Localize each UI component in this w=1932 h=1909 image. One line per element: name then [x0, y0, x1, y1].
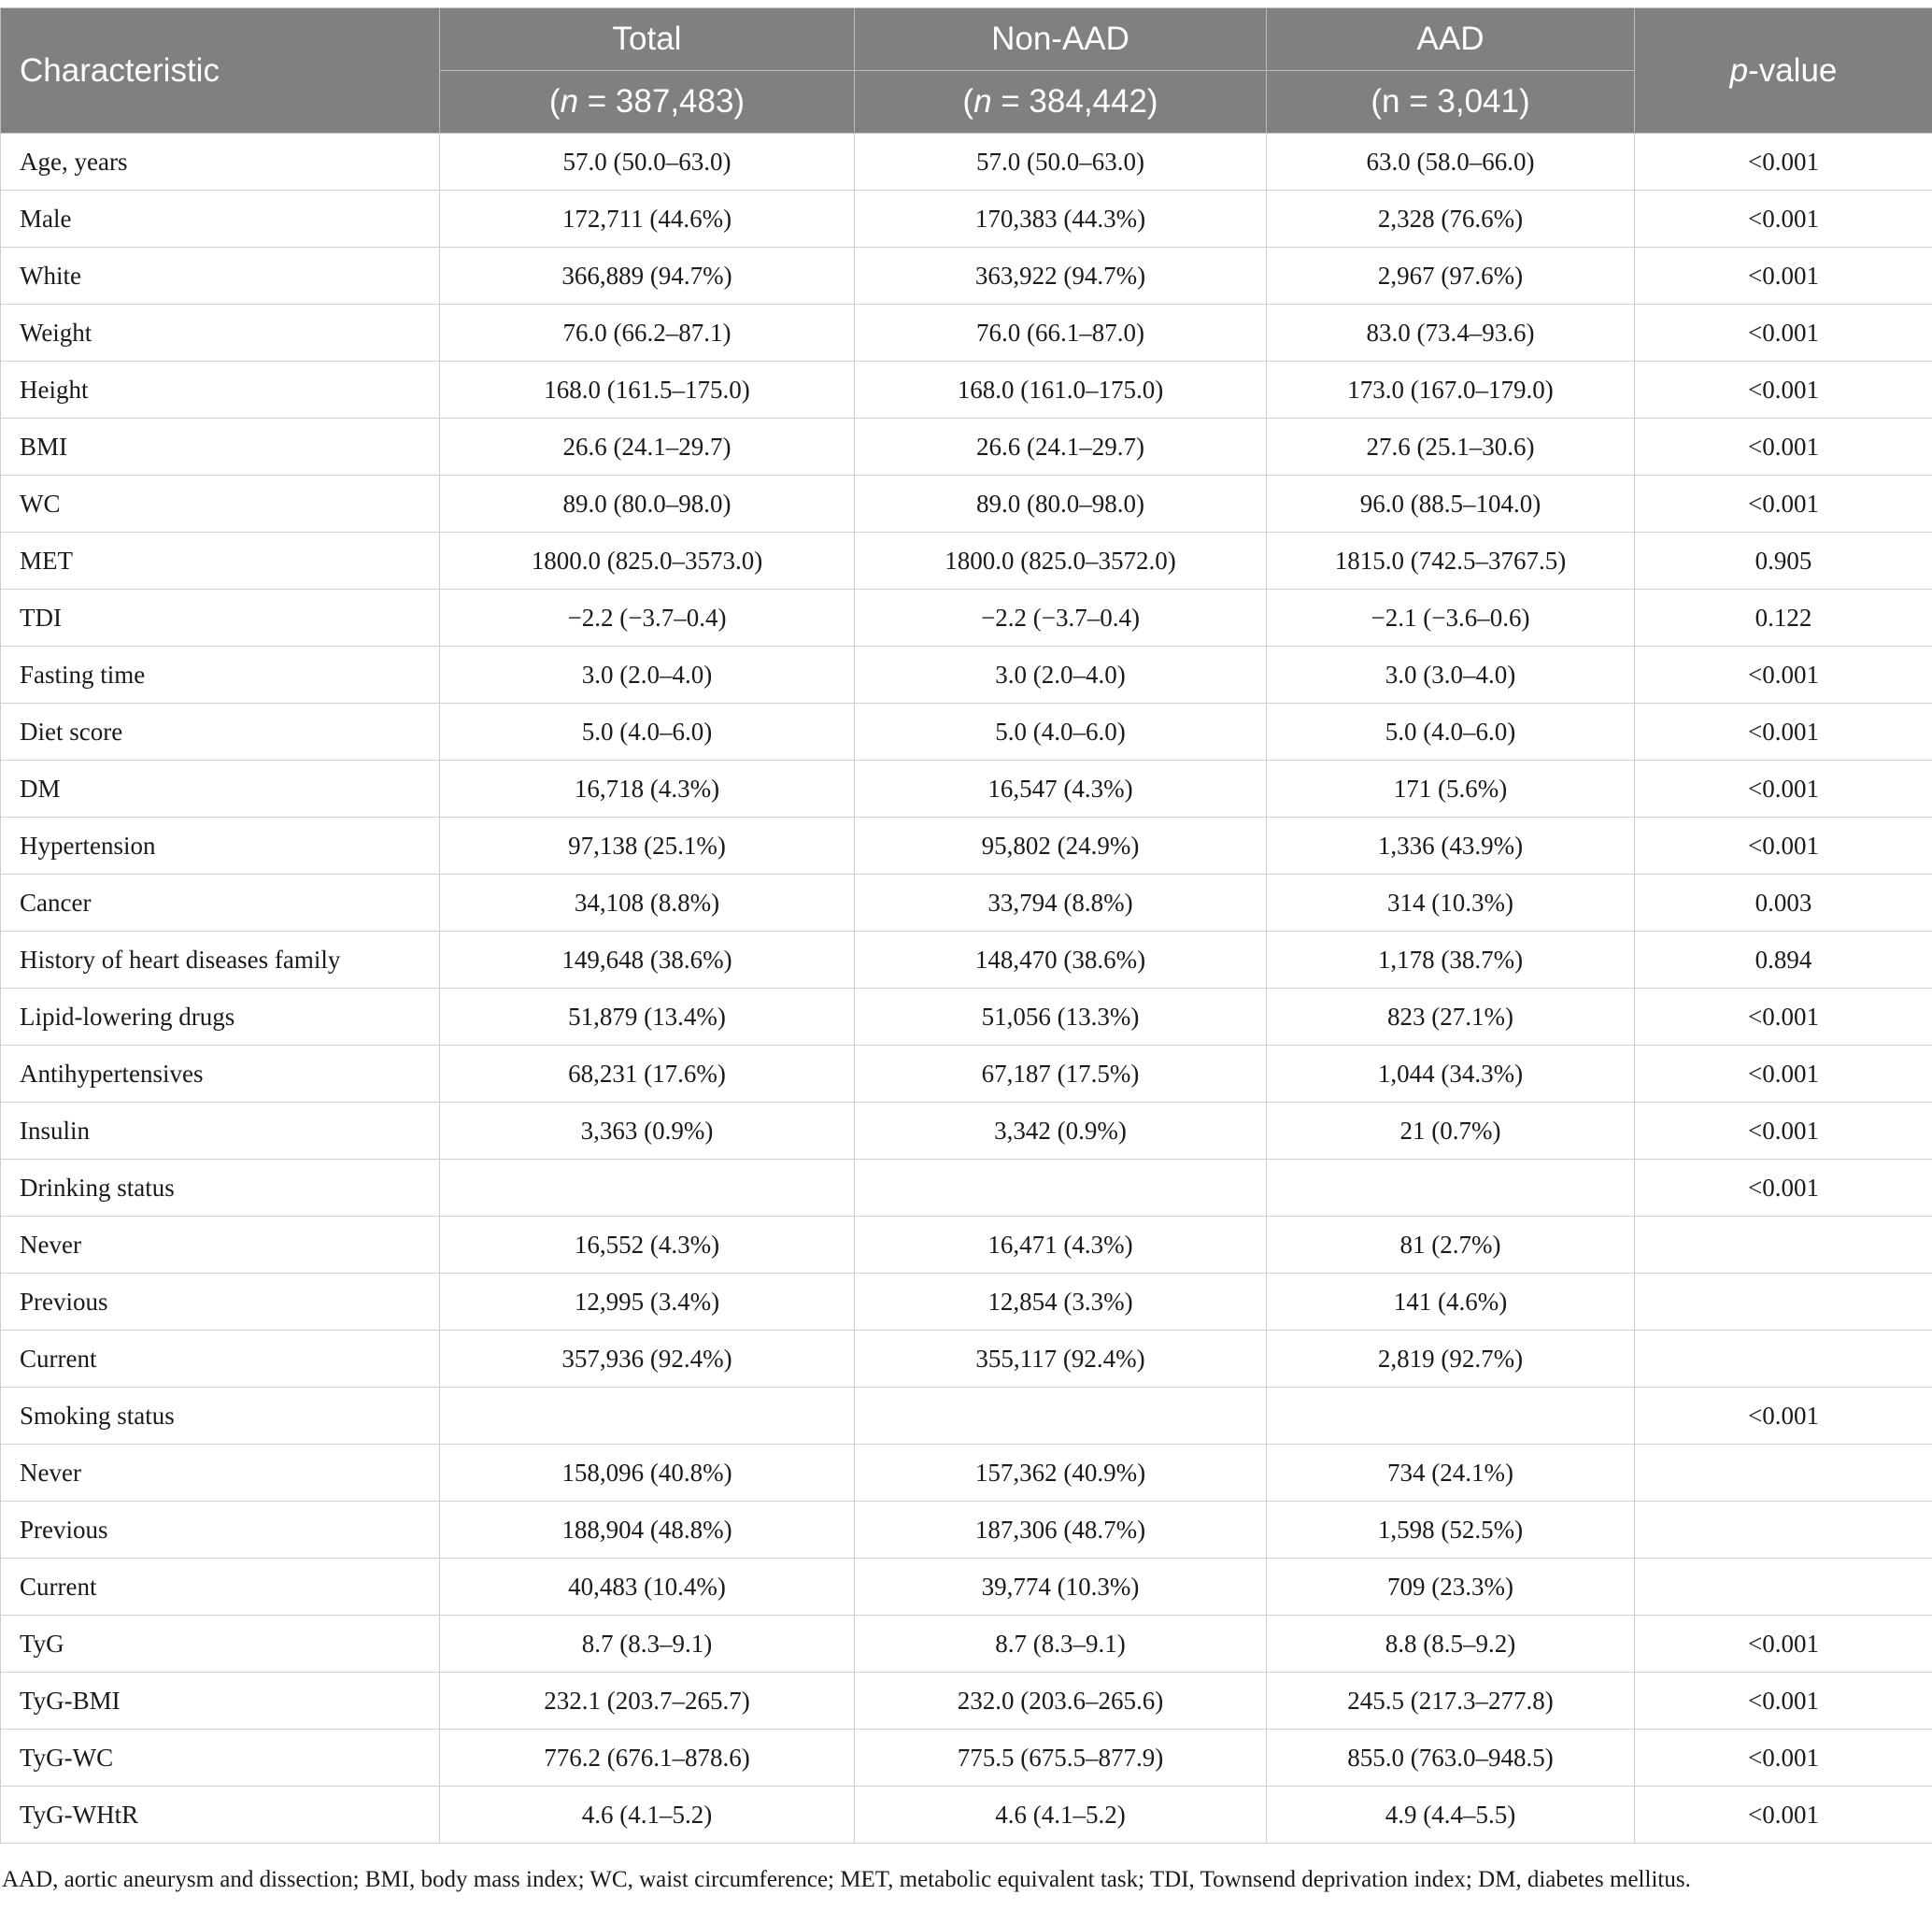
row-label: WC	[1, 476, 440, 533]
cell-non-aad: 39,774 (10.3%)	[855, 1559, 1267, 1616]
cell-p-value: <0.001	[1635, 761, 1932, 818]
cell-aad: 1815.0 (742.5–3767.5)	[1267, 533, 1635, 590]
row-label: Male	[1, 191, 440, 248]
header-non-aad-n-var: n	[973, 83, 992, 120]
cell-non-aad: 363,922 (94.7%)	[855, 248, 1267, 305]
cell-aad: 5.0 (4.0–6.0)	[1267, 704, 1635, 761]
row-label: White	[1, 248, 440, 305]
cell-aad	[1267, 1388, 1635, 1445]
row-label: Diet score	[1, 704, 440, 761]
cell-total: 12,995 (3.4%)	[440, 1274, 855, 1331]
cell-p-value: <0.001	[1635, 989, 1932, 1046]
cell-aad: 1,598 (52.5%)	[1267, 1502, 1635, 1559]
table-row	[1, 476, 1932, 533]
cell-non-aad: 89.0 (80.0–98.0)	[855, 476, 1267, 533]
cell-aad: 734 (24.1%)	[1267, 1445, 1635, 1502]
header-total-n-var: n	[560, 83, 579, 120]
row-label: Never	[1, 1217, 440, 1274]
cell-non-aad	[855, 1388, 1267, 1445]
cell-aad: 245.5 (217.3–277.8)	[1267, 1673, 1635, 1730]
table-row	[1, 191, 1932, 248]
cell-non-aad: 232.0 (203.6–265.6)	[855, 1673, 1267, 1730]
header-non-aad-n-open: (	[962, 83, 974, 120]
cell-non-aad: 16,471 (4.3%)	[855, 1217, 1267, 1274]
cell-p-value: <0.001	[1635, 134, 1932, 191]
table-row	[1, 989, 1932, 1046]
table-row	[1, 1388, 1932, 1445]
row-label: History of heart diseases family	[1, 932, 440, 989]
cell-non-aad: 76.0 (66.1–87.0)	[855, 305, 1267, 362]
header-aad-n-open: (	[1371, 83, 1383, 120]
header-total-n-open: (	[548, 83, 561, 120]
row-label: Age, years	[1, 134, 440, 191]
cell-p-value	[1635, 1559, 1932, 1616]
cell-total: 232.1 (203.7–265.7)	[440, 1673, 855, 1730]
cell-aad: 83.0 (73.4–93.6)	[1267, 305, 1635, 362]
row-label: Insulin	[1, 1103, 440, 1160]
row-label: TyG	[1, 1616, 440, 1673]
cell-aad: 8.8 (8.5–9.2)	[1267, 1616, 1635, 1673]
table-header	[1, 8, 1932, 134]
cell-p-value: 0.122	[1635, 590, 1932, 647]
cell-non-aad: 16,547 (4.3%)	[855, 761, 1267, 818]
cell-non-aad: 51,056 (13.3%)	[855, 989, 1267, 1046]
cell-total: 97,138 (25.1%)	[440, 818, 855, 875]
cell-aad: 141 (4.6%)	[1267, 1274, 1635, 1331]
cell-p-value: <0.001	[1635, 1730, 1932, 1787]
table-row	[1, 704, 1932, 761]
cell-total	[440, 1160, 855, 1217]
cell-aad	[1267, 1160, 1635, 1217]
table-row	[1, 248, 1932, 305]
table-row	[1, 1160, 1932, 1217]
cell-p-value	[1635, 1445, 1932, 1502]
cell-p-value	[1635, 1274, 1932, 1331]
cell-total: 16,552 (4.3%)	[440, 1217, 855, 1274]
cell-total: 26.6 (24.1–29.7)	[440, 419, 855, 476]
cell-non-aad: 33,794 (8.8%)	[855, 875, 1267, 932]
cell-p-value: <0.001	[1635, 362, 1932, 419]
cell-non-aad: 1800.0 (825.0–3572.0)	[855, 533, 1267, 590]
cell-p-value: <0.001	[1635, 1616, 1932, 1673]
table-row	[1, 818, 1932, 875]
cell-aad: 2,328 (76.6%)	[1267, 191, 1635, 248]
cell-total: 51,879 (13.4%)	[440, 989, 855, 1046]
row-label: Height	[1, 362, 440, 419]
row-label: DM	[1, 761, 440, 818]
cell-total: 1800.0 (825.0–3573.0)	[440, 533, 855, 590]
cell-non-aad: 168.0 (161.0–175.0)	[855, 362, 1267, 419]
cell-aad: 1,044 (34.3%)	[1267, 1046, 1635, 1103]
cell-non-aad: 12,854 (3.3%)	[855, 1274, 1267, 1331]
row-label: Previous	[1, 1274, 440, 1331]
cell-total: 68,231 (17.6%)	[440, 1046, 855, 1103]
cell-p-value	[1635, 1331, 1932, 1388]
cell-aad: 171 (5.6%)	[1267, 761, 1635, 818]
cell-aad: 709 (23.3%)	[1267, 1559, 1635, 1616]
cell-non-aad: 170,383 (44.3%)	[855, 191, 1267, 248]
header-characteristic: Characteristic	[1, 8, 440, 134]
cell-p-value: 0.894	[1635, 932, 1932, 989]
cell-aad: 1,336 (43.9%)	[1267, 818, 1635, 875]
row-label: Current	[1, 1559, 440, 1616]
cell-total: 188,904 (48.8%)	[440, 1502, 855, 1559]
cell-non-aad: 5.0 (4.0–6.0)	[855, 704, 1267, 761]
header-total-n	[440, 71, 855, 134]
row-label: Hypertension	[1, 818, 440, 875]
cell-aad: 1,178 (38.7%)	[1267, 932, 1635, 989]
cell-aad: 4.9 (4.4–5.5)	[1267, 1787, 1635, 1844]
table-row	[1, 1616, 1932, 1673]
table-row	[1, 761, 1932, 818]
cell-aad: 3.0 (3.0–4.0)	[1267, 647, 1635, 704]
cell-p-value: <0.001	[1635, 191, 1932, 248]
row-label: Lipid-lowering drugs	[1, 989, 440, 1046]
table-row	[1, 533, 1932, 590]
header-non-aad: Non-AAD	[855, 8, 1267, 71]
cell-aad: 63.0 (58.0–66.0)	[1267, 134, 1635, 191]
cell-total: 357,936 (92.4%)	[440, 1331, 855, 1388]
cell-non-aad: 3.0 (2.0–4.0)	[855, 647, 1267, 704]
table-row	[1, 1046, 1932, 1103]
row-label: BMI	[1, 419, 440, 476]
cell-p-value: <0.001	[1635, 248, 1932, 305]
cell-aad: 855.0 (763.0–948.5)	[1267, 1730, 1635, 1787]
cell-total: 4.6 (4.1–5.2)	[440, 1787, 855, 1844]
cell-p-value: 0.905	[1635, 533, 1932, 590]
cell-total: 89.0 (80.0–98.0)	[440, 476, 855, 533]
cell-total: 168.0 (161.5–175.0)	[440, 362, 855, 419]
row-label: Previous	[1, 1502, 440, 1559]
cell-aad: 823 (27.1%)	[1267, 989, 1635, 1046]
header-aad: AAD	[1267, 8, 1635, 71]
cell-p-value: <0.001	[1635, 704, 1932, 761]
cell-p-value: <0.001	[1635, 1160, 1932, 1217]
table-footnote: AAD, aortic aneurysm and dissection; BMI, body mass index; WC, waist circumference; MET, metabolic equivalent task; TDI, Townsend deprivation index; DM, diabetes mellitus.	[2, 1867, 1691, 1892]
table-row	[1, 647, 1932, 704]
cell-non-aad: 157,362 (40.9%)	[855, 1445, 1267, 1502]
header-non-aad-n	[855, 71, 1267, 134]
table-row	[1, 1274, 1932, 1331]
row-label: Current	[1, 1331, 440, 1388]
table-row	[1, 305, 1932, 362]
table-wrapper	[0, 7, 1932, 1844]
cell-total: 3.0 (2.0–4.0)	[440, 647, 855, 704]
header-aad-n-rest: n = 3,041)	[1382, 83, 1530, 120]
cell-total: 149,648 (38.6%)	[440, 932, 855, 989]
cell-non-aad: 4.6 (4.1–5.2)	[855, 1787, 1267, 1844]
cell-non-aad: 775.5 (675.5–877.9)	[855, 1730, 1267, 1787]
table-row	[1, 1559, 1932, 1616]
cell-p-value: <0.001	[1635, 1046, 1932, 1103]
cell-p-value: <0.001	[1635, 818, 1932, 875]
cell-total: 76.0 (66.2–87.1)	[440, 305, 855, 362]
row-label: TyG-WC	[1, 1730, 440, 1787]
cell-aad: 2,819 (92.7%)	[1267, 1331, 1635, 1388]
row-label: TyG-BMI	[1, 1673, 440, 1730]
cell-total: 5.0 (4.0–6.0)	[440, 704, 855, 761]
cell-non-aad	[855, 1160, 1267, 1217]
table-row	[1, 1787, 1932, 1844]
row-label: Weight	[1, 305, 440, 362]
cell-aad: −2.1 (−3.6–0.6)	[1267, 590, 1635, 647]
cell-non-aad: 26.6 (24.1–29.7)	[855, 419, 1267, 476]
row-label: Drinking status	[1, 1160, 440, 1217]
cell-p-value: <0.001	[1635, 419, 1932, 476]
cell-total: 3,363 (0.9%)	[440, 1103, 855, 1160]
header-row-1	[1, 8, 1932, 71]
header-total: Total	[440, 8, 855, 71]
row-label: Smoking status	[1, 1388, 440, 1445]
table-row	[1, 1502, 1932, 1559]
cell-total: 57.0 (50.0–63.0)	[440, 134, 855, 191]
table-row	[1, 1331, 1932, 1388]
table-row	[1, 1103, 1932, 1160]
cell-total: 8.7 (8.3–9.1)	[440, 1616, 855, 1673]
header-non-aad-n-rest: = 384,442)	[991, 83, 1158, 120]
cell-non-aad: 8.7 (8.3–9.1)	[855, 1616, 1267, 1673]
cell-non-aad: 3,342 (0.9%)	[855, 1103, 1267, 1160]
table-row	[1, 590, 1932, 647]
cell-non-aad: 355,117 (92.4%)	[855, 1331, 1267, 1388]
cell-total: 366,889 (94.7%)	[440, 248, 855, 305]
cell-p-value: <0.001	[1635, 1103, 1932, 1160]
cell-p-value	[1635, 1217, 1932, 1274]
cell-total: 16,718 (4.3%)	[440, 761, 855, 818]
header-p-suffix: -value	[1748, 51, 1838, 89]
cell-aad: 81 (2.7%)	[1267, 1217, 1635, 1274]
cell-p-value: <0.001	[1635, 1787, 1932, 1844]
cell-non-aad: 148,470 (38.6%)	[855, 932, 1267, 989]
cell-aad: 314 (10.3%)	[1267, 875, 1635, 932]
table-row	[1, 419, 1932, 476]
table-row	[1, 1217, 1932, 1274]
cell-p-value	[1635, 1502, 1932, 1559]
cell-p-value: <0.001	[1635, 305, 1932, 362]
cell-non-aad: 57.0 (50.0–63.0)	[855, 134, 1267, 191]
cell-p-value: <0.001	[1635, 1673, 1932, 1730]
table-body	[1, 134, 1932, 1844]
cell-aad: 2,967 (97.6%)	[1267, 248, 1635, 305]
characteristics-table	[0, 7, 1932, 1844]
table-row	[1, 362, 1932, 419]
row-label: TDI	[1, 590, 440, 647]
cell-non-aad: −2.2 (−3.7–0.4)	[855, 590, 1267, 647]
cell-p-value: <0.001	[1635, 647, 1932, 704]
header-p-italic: p	[1729, 51, 1749, 89]
cell-non-aad: 187,306 (48.7%)	[855, 1502, 1267, 1559]
cell-total: 34,108 (8.8%)	[440, 875, 855, 932]
cell-total: 776.2 (676.1–878.6)	[440, 1730, 855, 1787]
cell-p-value: 0.003	[1635, 875, 1932, 932]
cell-aad: 173.0 (167.0–179.0)	[1267, 362, 1635, 419]
row-label: TyG-WHtR	[1, 1787, 440, 1844]
row-label: Fasting time	[1, 647, 440, 704]
cell-p-value: <0.001	[1635, 1388, 1932, 1445]
row-label: MET	[1, 533, 440, 590]
cell-non-aad: 95,802 (24.9%)	[855, 818, 1267, 875]
table-row	[1, 134, 1932, 191]
table-row	[1, 932, 1932, 989]
cell-aad: 27.6 (25.1–30.6)	[1267, 419, 1635, 476]
cell-total	[440, 1388, 855, 1445]
row-label: Cancer	[1, 875, 440, 932]
cell-aad: 21 (0.7%)	[1267, 1103, 1635, 1160]
header-p-value	[1635, 8, 1932, 134]
header-total-n-rest: = 387,483)	[578, 83, 746, 120]
cell-p-value: <0.001	[1635, 476, 1932, 533]
table-row	[1, 1673, 1932, 1730]
cell-aad: 96.0 (88.5–104.0)	[1267, 476, 1635, 533]
cell-total: −2.2 (−3.7–0.4)	[440, 590, 855, 647]
table-row	[1, 875, 1932, 932]
cell-total: 40,483 (10.4%)	[440, 1559, 855, 1616]
header-aad-n	[1267, 71, 1635, 134]
row-label: Antihypertensives	[1, 1046, 440, 1103]
row-label: Never	[1, 1445, 440, 1502]
table-row	[1, 1445, 1932, 1502]
cell-non-aad: 67,187 (17.5%)	[855, 1046, 1267, 1103]
cell-total: 172,711 (44.6%)	[440, 191, 855, 248]
table-row	[1, 1730, 1932, 1787]
cell-total: 158,096 (40.8%)	[440, 1445, 855, 1502]
